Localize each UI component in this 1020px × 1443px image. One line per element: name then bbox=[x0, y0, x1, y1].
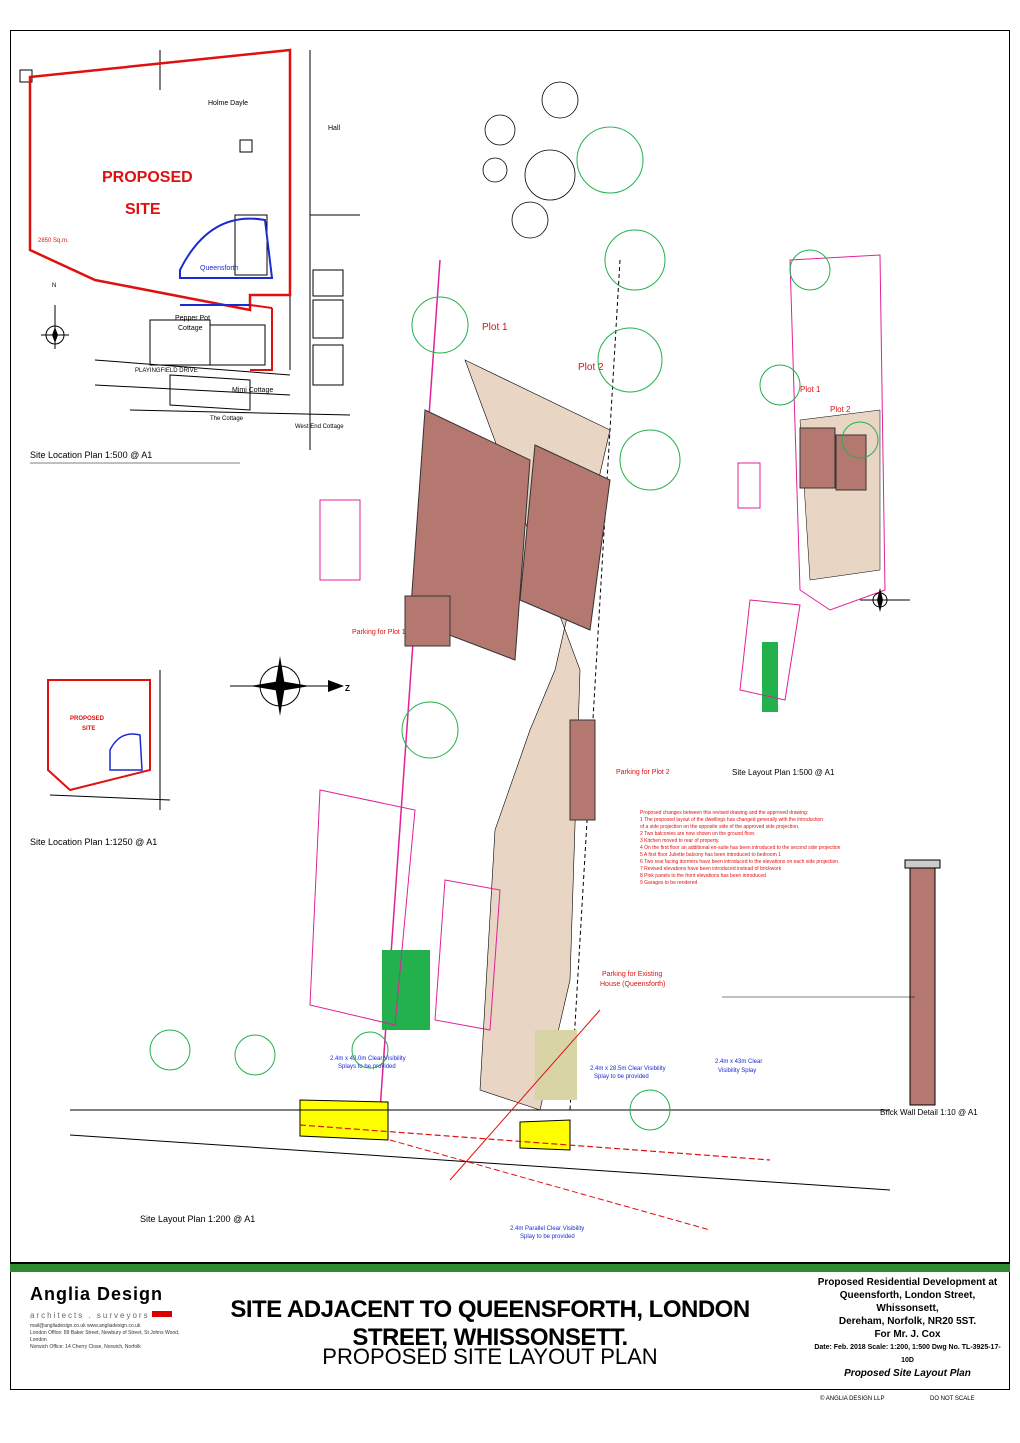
compass-small-icon bbox=[860, 588, 910, 612]
dev-line-2: Queensforth, London Street, Whissonsett, bbox=[839, 1290, 976, 1314]
site-location-plan-1250 bbox=[30, 670, 170, 847]
dev-line-1: Proposed Residential Development at bbox=[817, 1277, 998, 1288]
visibility-splay-right bbox=[520, 1120, 570, 1150]
brick-wall-detail bbox=[722, 860, 978, 1117]
mimi-cottage-label: Mimi Cottage bbox=[232, 387, 274, 394]
title-block-band bbox=[10, 1264, 1010, 1272]
outbuilding bbox=[240, 140, 252, 152]
note-item: 3 Kitchen moved to rear of property. bbox=[640, 838, 720, 844]
visibility-label-2b: Splay to be provided bbox=[594, 1074, 649, 1080]
parking-existing-label: Parking for Existing bbox=[602, 971, 663, 978]
plan-title-loc500: Site Location Plan 1:500 @ A1 bbox=[30, 450, 153, 460]
cottage-label: Cottage bbox=[178, 325, 203, 332]
plan-title-loc1250: Site Location Plan 1:1250 @ A1 bbox=[30, 837, 158, 847]
visibility-splay-left bbox=[300, 1100, 388, 1140]
north-label: N bbox=[52, 283, 57, 289]
parking-plot2-label: Parking for Plot 2 bbox=[616, 769, 670, 776]
plot2-garage bbox=[570, 720, 595, 820]
norwich-office: Norwich Office: 14 Cherry Close, Norwich, Norfolk bbox=[30, 1344, 141, 1350]
parking-existing-label-2: House (Queensforth) bbox=[600, 981, 666, 988]
drawing-name: Proposed Site Layout Plan bbox=[844, 1368, 971, 1379]
brick-wall-label: Brick Wall Detail 1:10 @ A1 bbox=[880, 1108, 978, 1117]
visibility-label-1b: Splays to be provided bbox=[338, 1064, 396, 1070]
note-item: of a side projection on the opposite side of the approved side projection. bbox=[640, 824, 800, 830]
the-cottage-label: The Cottage bbox=[210, 416, 244, 422]
company-web: mail@angliadesign.co.uk www.angliadesign.co.uk bbox=[30, 1323, 141, 1329]
meta-line: Date: Feb. 2018 Scale: 1:200, 1:500 Dwg No. TL-3925-17-10D bbox=[814, 1344, 1001, 1364]
site-location-plan-500 bbox=[20, 50, 360, 463]
visibility-label-2: 2.4m x 28.5m Clear Visibility bbox=[590, 1066, 666, 1072]
svg-text:PROPOSED: PROPOSED bbox=[70, 716, 105, 722]
plot1-garage bbox=[405, 596, 450, 646]
plan-title-layout200: Site Layout Plan 1:200 @ A1 bbox=[140, 1214, 256, 1224]
company-sub: architects . surveyors bbox=[30, 1311, 150, 1320]
project-info bbox=[810, 1276, 1005, 1380]
plot1-label: Plot 1 bbox=[482, 322, 508, 333]
note-item: 8 Pink panels to the front elevations has been introduced bbox=[640, 873, 766, 879]
proposed-label: PROPOSED bbox=[102, 169, 193, 186]
title-block bbox=[10, 1262, 1010, 1390]
visibility-label-4: 2.4m Parallel Clear Visibility bbox=[510, 1226, 585, 1232]
note-item: 9 Garages to be rendered bbox=[640, 880, 698, 886]
drawing-title: SITE ADJACENT TO QUEENSFORTH, LONDON STREET, WHISSONSETT. bbox=[230, 1296, 750, 1351]
company-logo: Anglia Design bbox=[30, 1284, 164, 1304]
plot2-label: Plot 2 bbox=[578, 362, 604, 373]
site-layout-plan-500 bbox=[732, 255, 910, 777]
note-item: 5 A first floor Juliette balcony has been introduced to bedroom 1 bbox=[640, 852, 781, 858]
compass-rose-icon bbox=[230, 656, 330, 716]
change-notes bbox=[640, 810, 841, 886]
note-item: 4 On the first floor an additional en-suite has been introduced to the second side projection bbox=[640, 845, 841, 851]
west-end-cottage-label: West End Cottage bbox=[295, 424, 344, 430]
note-item: 1 The proposed layout of the dwellings has changed generally with the introduction bbox=[640, 817, 824, 823]
site-label: SITE bbox=[125, 201, 161, 218]
note-item: 7 Revised elevations have been introduced instead of brickwork bbox=[640, 866, 782, 872]
pepper-pot-label: Pepper Pot bbox=[175, 315, 211, 322]
plan-title-layout500: Site Layout Plan 1:500 @ A1 bbox=[732, 768, 835, 777]
grass-strip bbox=[382, 950, 430, 1030]
logo-bar bbox=[152, 1311, 172, 1317]
drawing-subtitle: PROPOSED SITE LAYOUT PLAN bbox=[322, 1344, 658, 1369]
svg-text:Plot 1: Plot 1 bbox=[800, 385, 821, 394]
hall-label: Hall bbox=[328, 125, 341, 132]
queensforth-label: Queensforth bbox=[200, 265, 239, 272]
visibility-label-1: 2.4m x 43.0m Clear Visibility bbox=[330, 1056, 406, 1062]
dev-line-3: Dereham, Norfolk, NR20 5ST. bbox=[838, 1316, 977, 1327]
z-label: Z bbox=[345, 684, 350, 693]
svg-text:Plot 2: Plot 2 bbox=[830, 405, 851, 414]
visibility-label-4b: Splay to be provided bbox=[520, 1234, 575, 1240]
holme-dayle-label: Holme Dayle bbox=[208, 100, 249, 107]
note-item: 2 Two balconies are now shown on the ground floor. bbox=[640, 831, 756, 837]
copyright: © ANGLIA DESIGN LLP bbox=[820, 1396, 885, 1402]
site-layout-plan-200 bbox=[70, 260, 890, 1240]
company-block bbox=[30, 1284, 180, 1351]
existing-trees bbox=[483, 82, 578, 238]
parking-plot1-label: Parking for Plot 1 bbox=[352, 629, 406, 636]
visibility-label-3: 2.4m x 43m Clear bbox=[715, 1059, 763, 1065]
visibility-label-3b: Visibility Splay bbox=[718, 1068, 757, 1074]
road-label: PLAYINGFIELD DRIVE bbox=[135, 368, 198, 374]
client-line: For Mr. J. Cox bbox=[874, 1329, 941, 1340]
site-area-label: 2850 Sq.m. bbox=[38, 238, 69, 244]
notes-list bbox=[640, 817, 841, 886]
note-item: 6 Two rear facing dormers have been introduced to the elevations on each side projection. bbox=[640, 859, 840, 865]
svg-text:SITE: SITE bbox=[82, 726, 96, 732]
north-arrow-icon bbox=[41, 305, 69, 349]
notes-heading: Proposed changes between this revised drawing and the approved drawing: bbox=[640, 810, 809, 816]
london-office: London Office: 89 Baker Street, Newbury of Street, St Johns Wood, London bbox=[30, 1330, 180, 1343]
lawn bbox=[535, 1030, 577, 1100]
site-drawing bbox=[10, 30, 1010, 1260]
do-not-scale: DO NOT SCALE bbox=[930, 1396, 975, 1402]
